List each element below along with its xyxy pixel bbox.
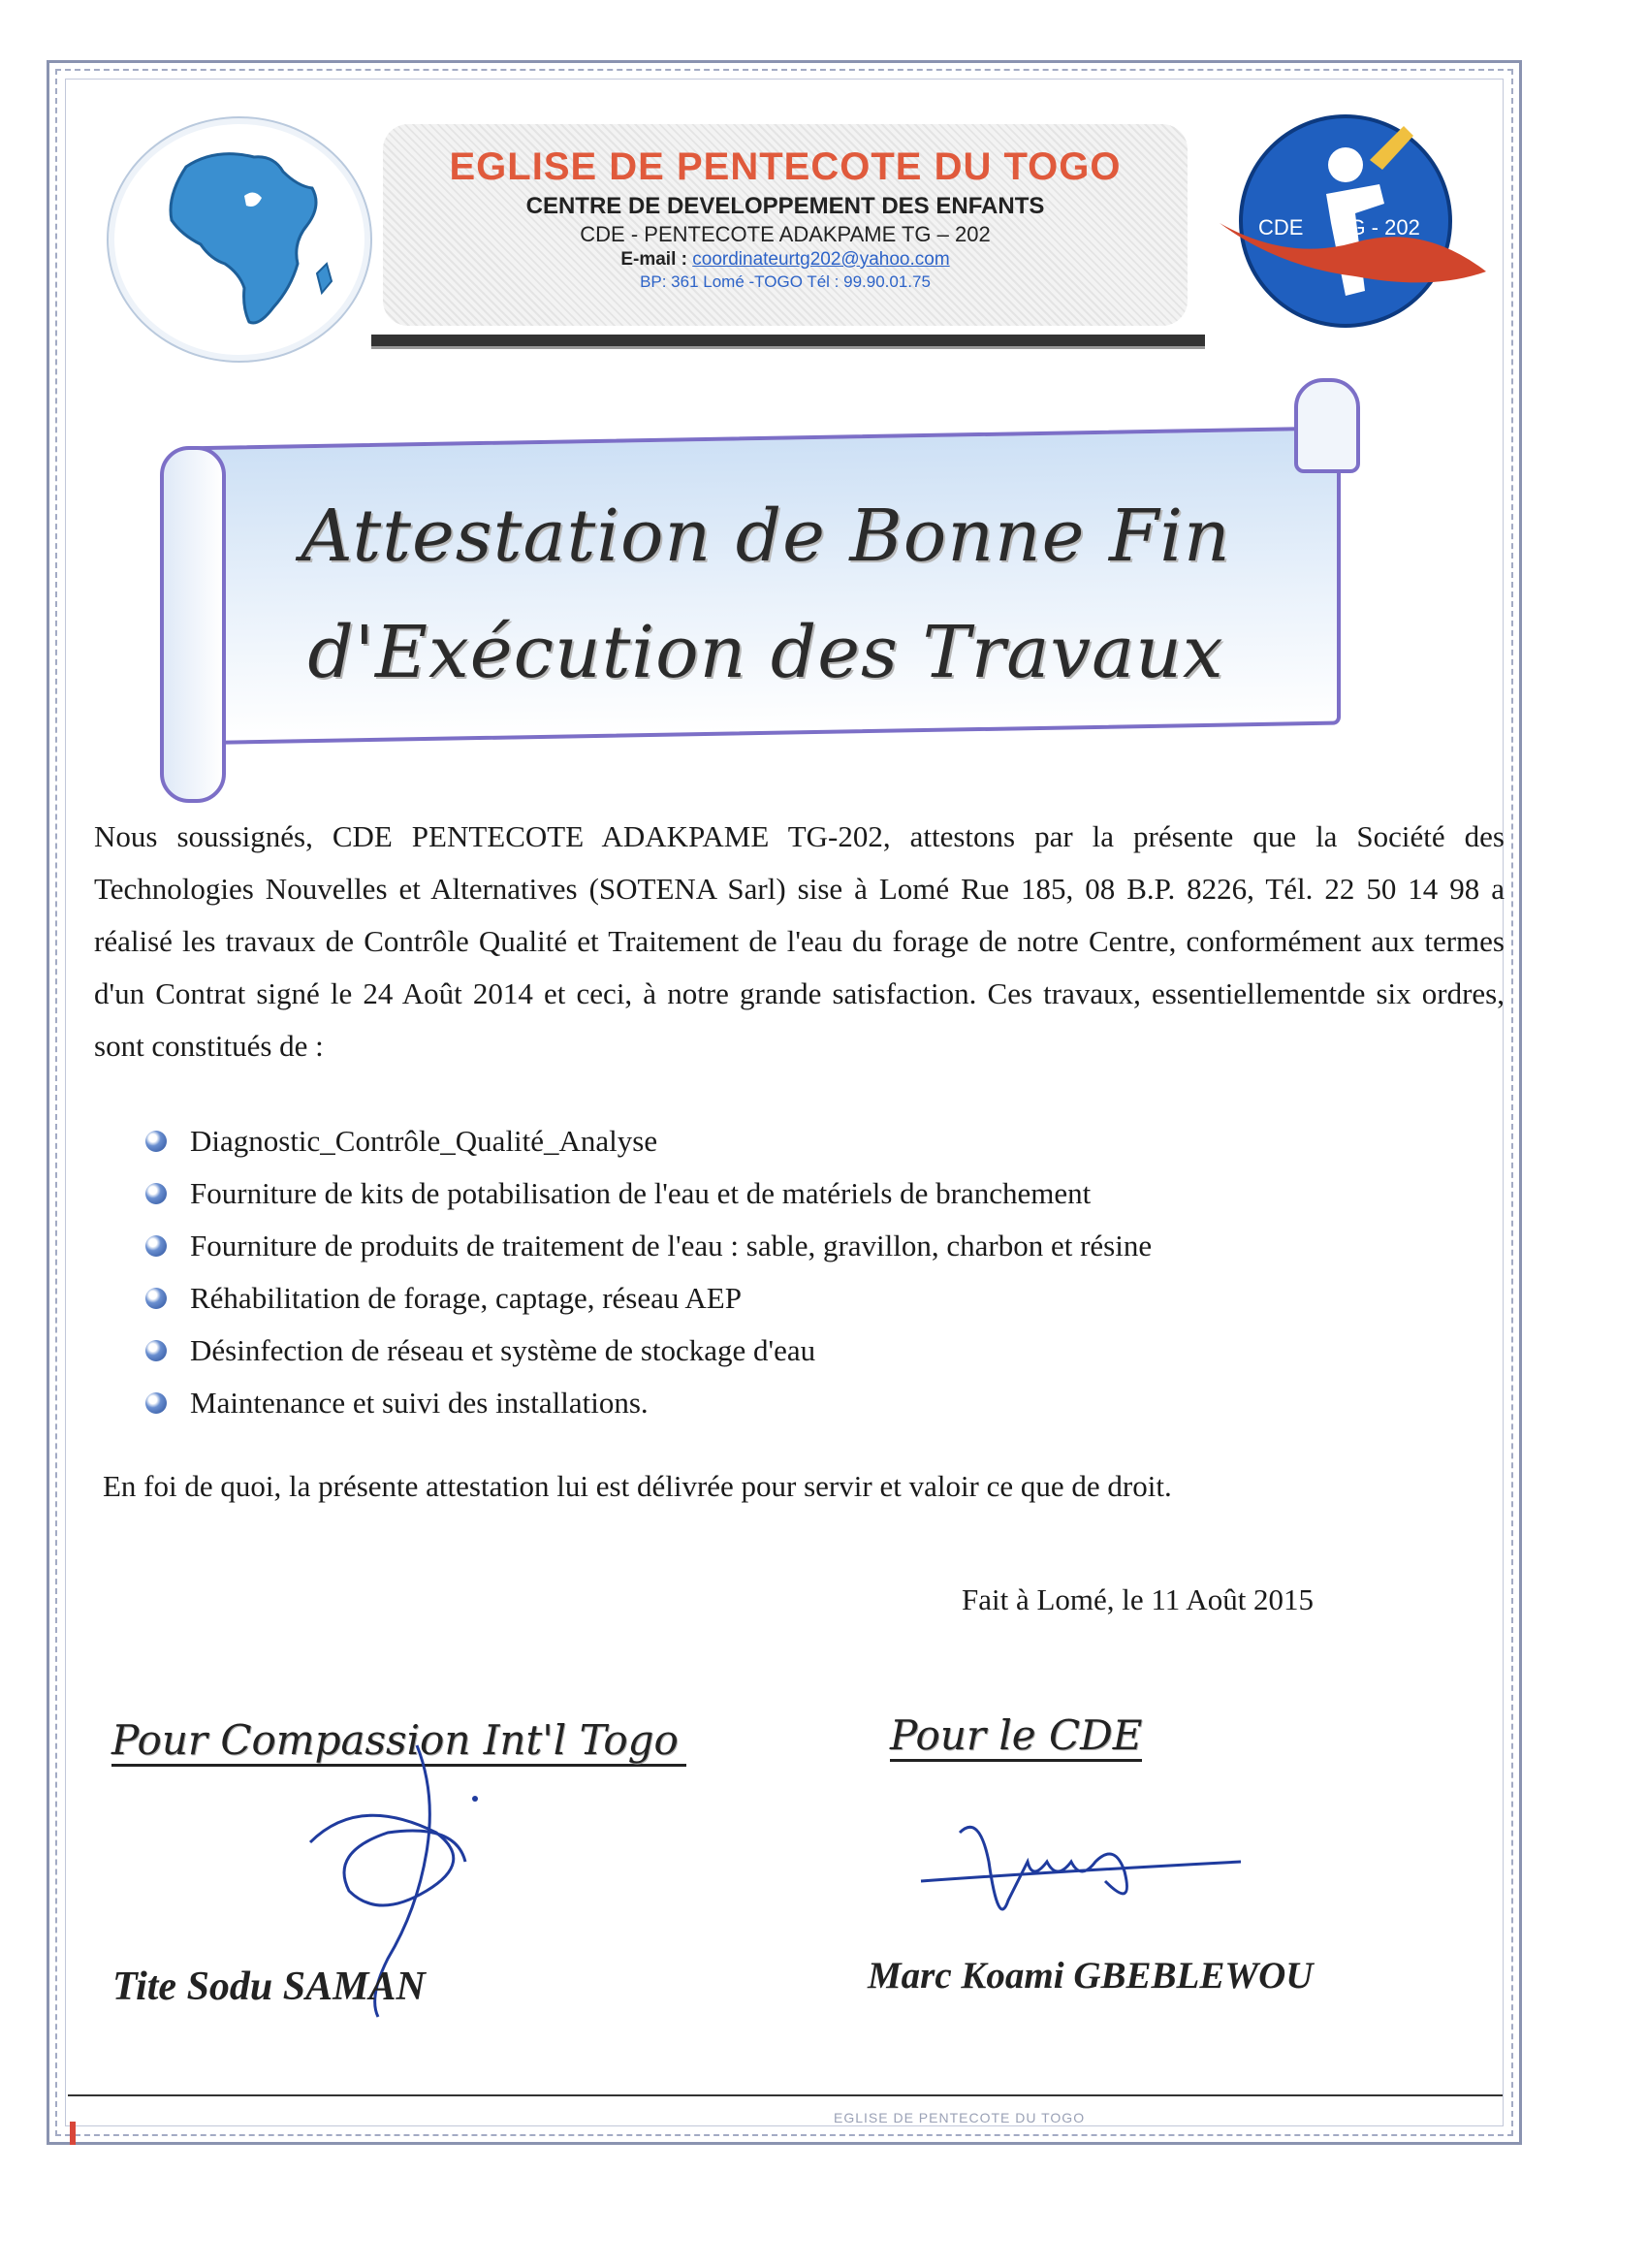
list-item-text: Maintenance et suivi des installations. — [190, 1386, 649, 1420]
bullet-icon — [145, 1288, 167, 1309]
scroll-curl-left — [160, 446, 226, 803]
list-item — [145, 1325, 1406, 1377]
list-item — [145, 1272, 1406, 1325]
decorative-border — [47, 60, 1522, 2145]
list-item-text: Réhabilitation de forage, captage, réseau AEP — [190, 1281, 742, 1315]
handwritten-signature-right — [911, 1804, 1260, 1949]
document-title-line-1: Attestation de Bonne Fin — [301, 495, 1231, 578]
email-link[interactable]: coordinateurtg202@yahoo.com — [692, 249, 950, 270]
footer-text: EGLISE DE PENTECOTE DU TOGO — [834, 2110, 1086, 2125]
bullet-icon — [145, 1235, 167, 1257]
scroll-body — [179, 427, 1341, 746]
signature-heading-left: Pour Compassion Int'l Togo — [111, 1716, 686, 1767]
email-label: E-mail : — [620, 249, 687, 270]
title-scroll-banner — [160, 378, 1372, 805]
email-line — [383, 249, 1188, 271]
list-item — [145, 1167, 1406, 1220]
postal-phone-line: BP: 361 Lomé -TOGO Tél : 99.90.01.75 — [640, 272, 931, 291]
center-code: CDE - PENTECOTE ADAKPAME TG – 202 — [580, 222, 991, 246]
works-list — [145, 1115, 1406, 1429]
bullet-icon — [145, 1131, 167, 1152]
attestation-paragraph: Nous soussignés, CDE PENTECOTE ADAKPAME TG-202, attestons par la présente que la Société des Technologies Nouvelles et Alternatives (SOTENA Sarl) sise à Lomé Rue 185, 08 B.P. 8226, Tél. 22 50 14 98 a réalisé les travaux de Contrôle Qualité et Traitement de l'eau du forage de notre Centre, conformément aux termes d'un Contrat signé le 24 Août 2014 et ceci, à notre grande satisfaction. Ces travaux, essentiellementde six ordres, sont constitués de : — [94, 819, 1505, 1063]
header-divider — [371, 335, 1205, 349]
list-item-text: Fourniture de kits de potabilisation de l'eau et de matériels de branchement — [190, 1176, 1092, 1210]
africa-map-icon — [128, 128, 351, 351]
footer-divider — [68, 2094, 1503, 2096]
document-title-line-2: d'Exécution des Travaux — [307, 611, 1224, 694]
signer-name-left: Tite Sodu SAMAN — [112, 1965, 426, 2009]
logo-text-code: TG - 202 — [1336, 215, 1420, 240]
list-item — [145, 1220, 1406, 1272]
list-item-text: Fourniture de produits de traitement de l'eau : sable, gravillon, charbon et résine — [190, 1229, 1153, 1262]
letterhead-panel — [383, 124, 1188, 326]
bullet-icon — [145, 1340, 167, 1361]
list-item — [145, 1377, 1406, 1429]
bullet-icon — [145, 1392, 167, 1414]
cde-logo — [1210, 107, 1491, 339]
list-item-text: Diagnostic_Contrôle_Qualité_Analyse — [190, 1124, 658, 1158]
org-title: EGLISE DE PENTECOTE DU TOGO — [449, 145, 1122, 188]
signature-heading-right: Pour le CDE — [890, 1711, 1142, 1762]
bullet-icon — [145, 1183, 167, 1204]
center-name: CENTRE DE DEVELOPPEMENT DES ENFANTS — [525, 193, 1045, 219]
list-item-text: Désinfection de réseau et système de stockage d'eau — [190, 1333, 816, 1367]
scroll-curl-right — [1294, 378, 1360, 473]
closing-statement: En foi de quoi, la présente attestation lui est délivrée pour servir et valoir ce que de droit. — [103, 1469, 1172, 1503]
africa-logo — [107, 116, 372, 363]
logo-text-cde: CDE — [1258, 215, 1304, 240]
list-item — [145, 1115, 1406, 1167]
red-margin-mark — [70, 2122, 76, 2145]
place-and-date: Fait à Lomé, le 11 Août 2015 — [962, 1582, 1315, 1616]
signer-name-right: Marc Koami GBEBLEWOU — [868, 1955, 1314, 1996]
